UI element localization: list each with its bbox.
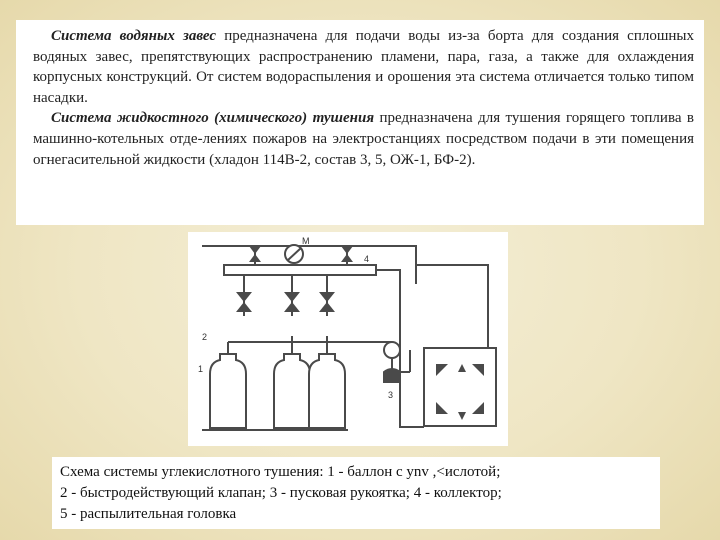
- label-4: 4: [364, 254, 370, 264]
- figure-caption: [52, 457, 660, 529]
- term-water-curtains: Система водяных завес: [51, 28, 217, 44]
- caption-line-3: 5 - распылительная головка: [60, 506, 237, 522]
- label-m: М: [302, 236, 310, 246]
- diagram-drawing: [188, 232, 508, 446]
- term-liquid-extinguishing: Система жидкостного (химического) тушения: [51, 110, 375, 127]
- cylinder-3: [309, 354, 345, 428]
- paragraph-water-curtains: [33, 26, 694, 108]
- co2-cylinders: [210, 354, 345, 428]
- paragraph-liquid-extinguishing-text: предназначена для тушения горящего топлива в машинно-котельных отде-лениях пожаров на электростанциях посредством подачи в эти помещения огнегасительной жидкости (хладон 114В-2, состав 3, 5, ОЖ-1, БФ-2).: [33, 110, 694, 168]
- pipe-cabinet-top: [416, 265, 488, 348]
- caption-line-2: 2 - быстродействующий клапан; 3 - пусковая рукоятка; 4 - коллектор;: [60, 485, 502, 501]
- label-1: 1: [198, 364, 204, 374]
- cylinder-2: [274, 354, 310, 428]
- paragraph-water-curtains-text: предназначена для подачи воды из-за борта для создания сплошных водяных завес, препятствующих распространению пламени, пара, газа, а также для охлаждения корпусных конструкций. От систем водораспыления и орошения эта система отличается только типом насадки.: [33, 28, 695, 106]
- paragraph-liquid-extinguishing: [33, 108, 694, 170]
- label-3: 3: [388, 390, 394, 400]
- cylinder-1: [210, 354, 246, 428]
- manometer: [285, 245, 303, 263]
- caption-line-1: Схема системы углекислотного тушения: 1 - баллон с уnv ,<ислотой;: [60, 464, 501, 480]
- label-2: 2: [202, 332, 208, 342]
- co2-system-diagram: [188, 232, 508, 446]
- text-panel: [16, 20, 704, 225]
- collector-pipe: [224, 265, 376, 275]
- spray-heads: [436, 364, 484, 420]
- quick-valves: [236, 292, 335, 312]
